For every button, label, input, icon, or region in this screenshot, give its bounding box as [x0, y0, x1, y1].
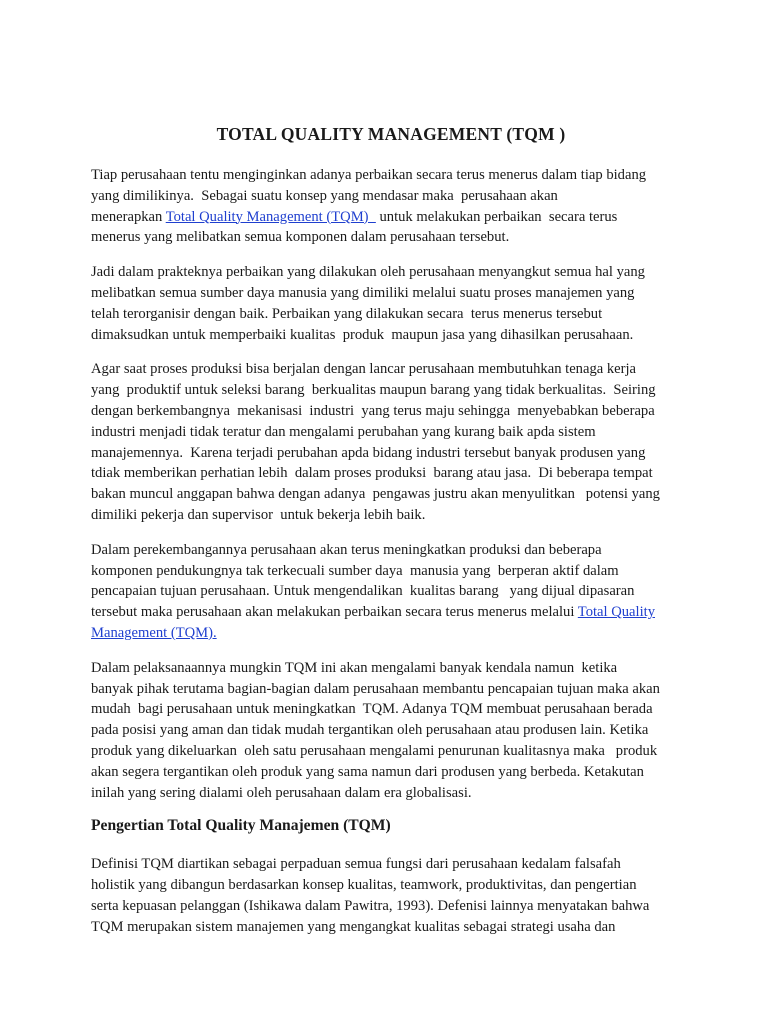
text-line: pada posisi yang aman dan tidak mudah tergantikan oleh perusahaan atau produsen lain. Ketika — [91, 722, 649, 739]
text-line: inilah yang sering dialami oleh perusahaan dalam era globalisasi. — [91, 784, 472, 801]
text-line: Dalam perekembangannya perusahaan akan terus meningkatkan produksi dan beberapa — [91, 541, 602, 558]
text-line-with-link — [91, 602, 691, 623]
text-line: yang dimilikinya. Sebagai suatu konsep yang mendasar maka perusahaan akan — [91, 187, 558, 204]
text-line: akan segera tergantikan oleh produk yang sama namun dari produsen yang berbeda. Ketakutan — [91, 763, 644, 780]
text-line: holistik yang dibangun berdasarkan konsep kualitas, teamwork, produktivitas, dan pengertian — [91, 877, 637, 894]
text-line: Jadi dalam prakteknya perbaikan yang dilakukan oleh perusahaan menyangkut semua hal yang — [91, 264, 645, 281]
text-line: banyak pihak terutama bagian-bagian dalam perusahaan membantu pencapaian tujuan maka akan — [91, 680, 660, 697]
tqm-link-part-2[interactable]: Management (TQM). — [91, 624, 217, 641]
text-segment: untuk melakukan perbaikan secara terus — [375, 208, 618, 225]
document-title: TOTAL QUALITY MANAGEMENT (TQM ) — [216, 124, 566, 144]
text-line: mudah bagi perusahaan untuk meningkatkan TQM. Adanya TQM membuat perusahaan berada — [91, 701, 653, 718]
text-line: dimaksudkan untuk memperbaiki kualitas produk maupun jasa yang dihasilkan perusahaan. — [91, 326, 634, 343]
text-line: dimiliki pekerja dan supervisor untuk bekerja lebih baik. — [91, 506, 426, 523]
text-line: menerus yang melibatkan semua komponen dalam perusahaan tersebut. — [91, 229, 510, 246]
text-line: tdiak memberikan perhatian lebih dalam proses produksi barang atau jasa. Di beberapa tempat — [91, 465, 653, 482]
text-segment: menerapkan — [91, 208, 166, 225]
text-line: produk yang dikeluarkan oleh satu perusahaan mengalami penurunan kualitasnya maka produk — [91, 742, 658, 759]
text-segment: tersebut maka perusahaan akan melakukan perbaikan secara terus menerus melalui — [91, 604, 578, 621]
text-line: Definisi TQM diartikan sebagai perpaduan semua fungsi dari perusahaan kedalam falsafah — [91, 856, 621, 873]
paragraph-definition — [91, 854, 691, 937]
text-line: yang produktif untuk seleksi barang berkualitas maupun barang yang tidak berkualitas. Seiring — [91, 382, 656, 399]
text-line: industri menjadi tidak teratur dan mengalami perubahan yang kurang baik apda sistem — [91, 423, 596, 440]
text-line: serta kepuasan pelanggan (Ishikawa dalam Pawitra, 1993). Defenisi lainnya menyatakan bahwa — [91, 897, 650, 914]
text-line: Dalam pelaksanaannya mungkin TQM ini akan mengalami banyak kendala namun ketika — [91, 659, 618, 676]
tqm-link[interactable]: Total Quality Management (TQM) — [165, 208, 376, 225]
text-line: telah terorganisir dengan baik. Perbaikan yang dilakukan secara terus menerus tersebut — [91, 305, 603, 322]
paragraph-implementation — [91, 658, 691, 804]
text-line: komponen pendukungnya tak terkecuali sumber daya manusia yang berperan aktif dalam — [91, 562, 619, 579]
text-line: bakan muncul anggapan bahwa dengan adanya pengawas justru akan menyulitkan potensi yang — [91, 486, 660, 503]
text-line: Agar saat proses produksi bisa berjalan dengan lancar perusahaan membutuhkan tenaga kerja — [91, 361, 637, 378]
text-line: melibatkan semua sumber daya manusia yang dimiliki melalui suatu proses manajemen yang — [91, 284, 635, 301]
text-line-with-link — [91, 207, 691, 228]
paragraph-production — [91, 359, 691, 525]
section-heading: Pengertian Total Quality Manajemen (TQM) — [91, 817, 391, 835]
text-line: manajemennya. Karena terjadi perubahan apda bidang industri tersebut banyak produsen yang — [91, 444, 646, 461]
text-line-with-link — [91, 623, 691, 644]
text-line: dengan berkembangnya mekanisasi industri yang terus maju sehingga menyebabkan beberapa — [91, 402, 655, 419]
paragraph-development — [91, 540, 691, 644]
text-line: pencapaian tujuan perusahaan. Untuk mengendalikan kualitas barang yang dijual dipasaran — [91, 583, 635, 600]
text-line: TQM merupakan sistem manajemen yang mengangkat kualitas sebagai strategi usaha dan — [91, 918, 616, 935]
text-line: Tiap perusahaan tentu menginginkan adanya perbaikan secara terus menerus dalam tiap bidang — [91, 167, 647, 183]
document-body — [91, 124, 691, 952]
paragraph-intro — [91, 165, 691, 248]
tqm-link-part-1[interactable]: Total Quality — [577, 604, 655, 621]
paragraph-practice — [91, 262, 691, 345]
